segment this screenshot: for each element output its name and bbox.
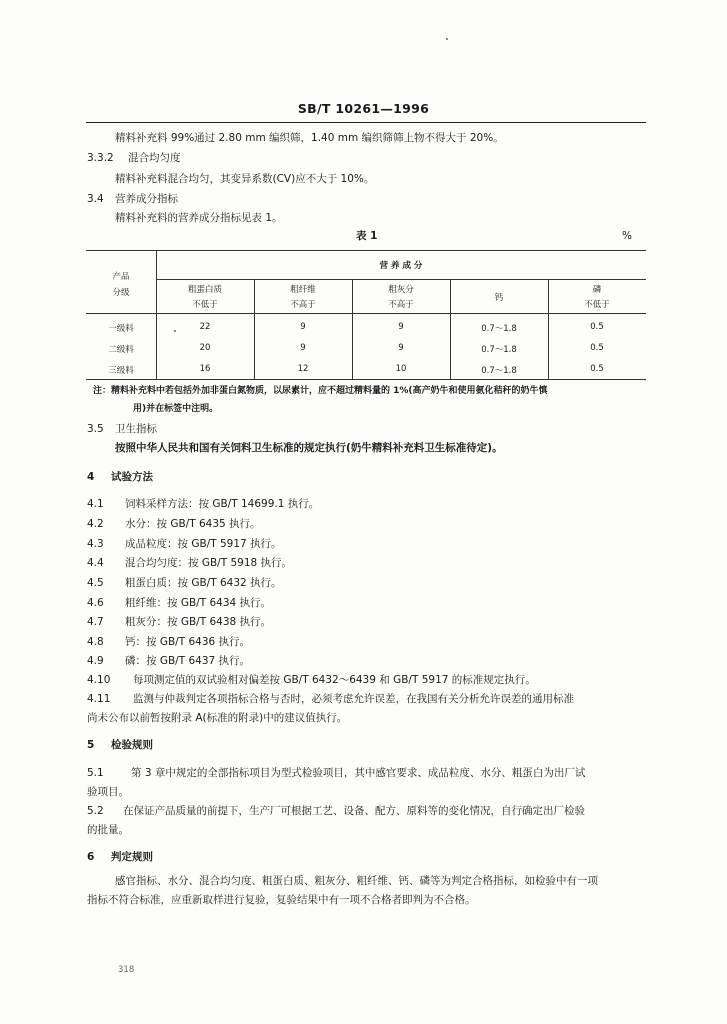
test-method-text: 成品粒度：按 GB/T 5917 执行。	[125, 538, 282, 550]
section-3-3-2-number: 3.3.2	[87, 152, 114, 164]
test-method-text: 磷：按 GB/T 6437 执行。	[125, 655, 251, 667]
header-phosphorus-sub: 不低于	[584, 300, 610, 310]
row3-protein: 16	[199, 364, 211, 374]
table-note-line2: 用)并在标签中注明。	[133, 404, 219, 414]
row3-fiber: 12	[297, 364, 309, 374]
table-unit: %	[622, 230, 632, 242]
row2-grade: 二级料	[108, 345, 134, 355]
header-phosphorus: 磷	[592, 285, 602, 295]
table-top-rule	[86, 250, 646, 251]
table-group-rule	[156, 279, 646, 280]
section-3-3-2-title: 混合均匀度	[128, 152, 181, 164]
clause-5-2-number: 5.2	[87, 805, 104, 817]
row2-fiber: 9	[300, 343, 306, 353]
judgement-line2: 指标不符合标准，应重新取样进行复验，复验结果中有一项不合格者即判为不合格。	[87, 894, 476, 906]
row1-calcium: 0.7～1.8	[481, 324, 517, 334]
row3-grade: 三级料	[108, 366, 134, 376]
header-rule	[86, 122, 646, 123]
section-3-4-number: 3.4	[87, 193, 104, 205]
test-method-text: 粗纤维：按 GB/T 6434 执行。	[125, 597, 272, 609]
test-method-text: 粗蛋白质：按 GB/T 6432 执行。	[125, 577, 282, 589]
row3-calcium: 0.7～1.8	[481, 366, 517, 376]
test-method-number: 4.6	[87, 597, 104, 609]
row1-protein: 22	[199, 322, 211, 332]
row1-grade: 一级料	[108, 324, 134, 334]
header-calcium: 钙	[494, 293, 504, 303]
section-3-4-title: 营养成分指标	[115, 193, 178, 205]
test-method-number: 4.3	[87, 538, 104, 550]
paragraph-granularity: 精料补充料 99%通过 2.80 mm 编织筛，1.40 mm 编织筛筛上物不得大于 20%。	[115, 132, 504, 144]
test-method-number: 4.1	[87, 498, 104, 510]
test-method-number: 4.7	[87, 616, 104, 628]
row2-phosphorus: 0.5	[590, 343, 604, 353]
test-method-text: 钙：按 GB/T 6436 执行。	[125, 636, 251, 648]
page-header-title: SB/T 10261—1996	[297, 101, 430, 116]
judgement-line1: 感官指标、水分、混合均匀度、粗蛋白质、粗灰分、粗纤维、钙、磷等为判定合格指标，如检验中有一项	[115, 875, 598, 887]
section-6-number: 6	[87, 851, 95, 863]
paragraph-hygiene: 按照中华人民共和国有关饲料卫生标准的规定执行(奶牛精料补充料卫生标准待定)。	[115, 442, 503, 454]
test-method-text: 水分：按 GB/T 6435 执行。	[125, 518, 261, 530]
page-number: 318	[118, 965, 135, 975]
row2-ash: 9	[398, 343, 404, 353]
clause-5-1-number: 5.1	[87, 767, 104, 779]
test-method-number: 4.4	[87, 557, 104, 569]
table-note-line1: 注：精料补充料中若包括外加非蛋白氮物质，以尿素计，应不超过精料量的 1%(高产奶牛和使用氨化秸秆的奶牛慎	[93, 386, 548, 396]
section-6-title: 判定规则	[111, 851, 153, 863]
table-bottom-rule	[86, 379, 646, 380]
scan-speck	[174, 330, 176, 332]
test-method-number: 4.10	[87, 674, 111, 686]
section-4-number: 4	[87, 471, 95, 483]
test-method-number: 4.9	[87, 655, 104, 667]
header-nutrition-group: 营 养 成 分	[379, 261, 423, 271]
nutrition-table	[86, 250, 646, 379]
header-crude-ash: 粗灰分	[388, 285, 414, 295]
test-method-text: 混合均匀度：按 GB/T 5918 执行。	[125, 557, 293, 569]
header-crude-protein: 粗蛋白质	[187, 285, 222, 295]
clause-5-2-line1: 在保证产品质量的前提下，生产厂可根据工艺、设备、配方、原料等的变化情况，自行确定出厂检验	[123, 805, 585, 817]
clause-5-1-line1: 第 3 章中规定的全部指标项目为型式检验项目，其中感官要求、成品粒度、水分、粗蛋白为出厂试	[131, 767, 586, 779]
test-method-number: 4.11	[87, 693, 111, 705]
row3-phosphorus: 0.5	[590, 364, 604, 374]
test-method-number: 4.5	[87, 577, 104, 589]
table-caption: 表 1	[356, 230, 378, 242]
section-4-title: 试验方法	[111, 471, 153, 483]
section-3-5-number: 3.5	[87, 423, 104, 435]
header-crude-fiber-sub: 不高于	[290, 300, 316, 310]
header-grade: 分级	[112, 288, 130, 298]
row3-ash: 10	[395, 364, 407, 374]
row1-fiber: 9	[300, 322, 306, 332]
clause-5-2-line2: 的批量。	[87, 824, 129, 836]
test-method-text: 饲料采样方法：按 GB/T 14699.1 执行。	[125, 498, 320, 510]
table-header-rule	[86, 313, 646, 314]
test-method-number: 4.8	[87, 636, 104, 648]
row1-ash: 9	[398, 322, 404, 332]
test-method-text: 监测与仲裁判定各项指标合格与否时，必须考虑允许误差，在我国有关分析允许误差的通用标准	[133, 693, 574, 705]
section-5-number: 5	[87, 739, 95, 751]
scan-speck	[446, 38, 448, 40]
row1-phosphorus: 0.5	[590, 322, 604, 332]
section-3-5-title: 卫生指标	[115, 423, 157, 435]
header-crude-protein-sub: 不低于	[192, 300, 218, 310]
paragraph-nutrition-ref: 精料补充料的营养成分指标见表 1。	[115, 212, 283, 224]
test-method-text: 尚未公布以前暂按附录 A(标准的附录)中的建议值执行。	[87, 712, 348, 724]
section-5-title: 检验规则	[111, 739, 153, 751]
test-method-text: 每项测定值的双试验相对偏差按 GB/T 6432～6439 和 GB/T 5917 的标准规定执行。	[133, 674, 536, 686]
header-product: 产品	[112, 272, 130, 282]
row2-protein: 20	[199, 343, 211, 353]
clause-5-1-line2: 验项目。	[87, 786, 129, 798]
row2-calcium: 0.7～1.8	[481, 345, 517, 355]
paragraph-uniformity: 精料补充料混合均匀，其变异系数(CV)应不大于 10%。	[115, 173, 375, 185]
test-method-number: 4.2	[87, 518, 104, 530]
header-crude-fiber: 粗纤维	[290, 285, 316, 295]
header-crude-ash-sub: 不高于	[388, 300, 414, 310]
test-method-text: 粗灰分：按 GB/T 6438 执行。	[125, 616, 272, 628]
